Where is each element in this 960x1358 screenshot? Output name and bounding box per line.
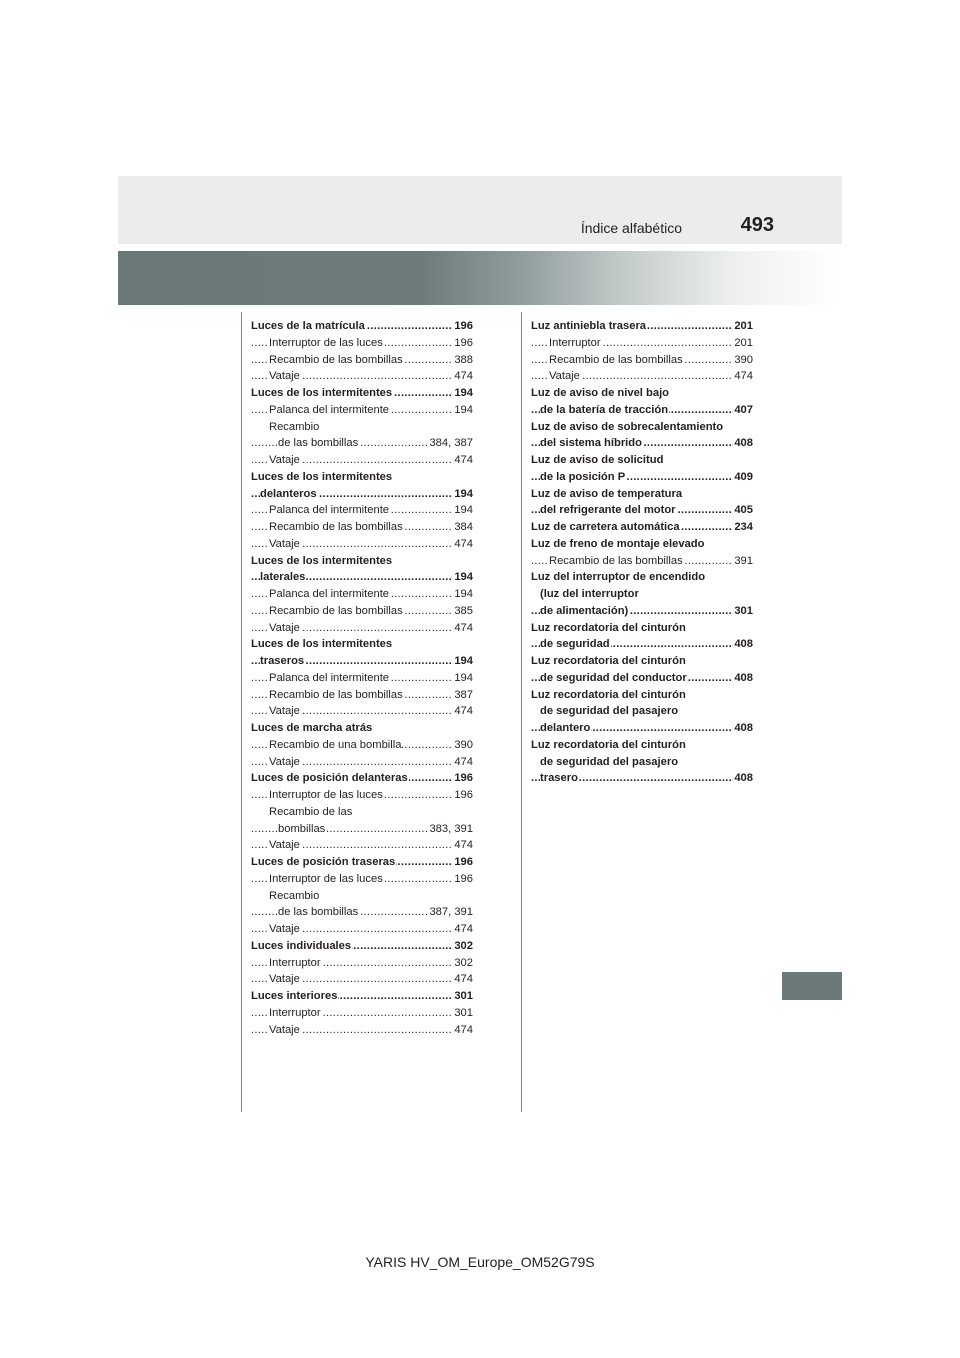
index-entry-page: 407 bbox=[733, 402, 753, 419]
index-entry-main bbox=[251, 486, 473, 503]
document-code: YARIS HV_OM_Europe_OM52G79S bbox=[365, 1254, 595, 1270]
page-number: 493 bbox=[740, 214, 774, 236]
index-entry-text: Vataje bbox=[269, 973, 300, 986]
index-entry-text: Luz recordatoria del cinturón bbox=[531, 688, 686, 701]
index-entry-page: 384 bbox=[453, 519, 473, 536]
index-entry-text: Interruptor bbox=[269, 1006, 321, 1019]
index-entry-main bbox=[531, 452, 753, 469]
index-entry-text: Recambio de las bombillas bbox=[549, 554, 683, 567]
index-entry-text: Palanca del intermitente bbox=[269, 588, 390, 600]
index-entry-text: Luz de carretera automática bbox=[531, 521, 680, 533]
index-entry-text: bombillas bbox=[278, 822, 326, 835]
index-entry-text: de seguridad bbox=[540, 638, 610, 651]
index-entry-page: 474 bbox=[453, 620, 473, 637]
index-entry-main bbox=[531, 486, 753, 503]
index-entry-text: Luz de aviso de nivel bajo bbox=[531, 387, 670, 399]
index-entry-sub bbox=[251, 335, 473, 352]
index-entry-page: 194 bbox=[453, 569, 473, 586]
index-entry-page: 196 bbox=[453, 854, 473, 871]
index-entry-page: 474 bbox=[453, 536, 473, 553]
index-entry-page: 194 bbox=[453, 653, 473, 670]
index-entry-sub bbox=[251, 502, 473, 519]
index-entry-sub bbox=[251, 921, 473, 938]
index-entry-main bbox=[531, 435, 753, 452]
index-entry-main bbox=[531, 318, 753, 335]
index-entry-page: 474 bbox=[453, 368, 473, 385]
index-entry-page: 408 bbox=[733, 670, 753, 687]
index-entry-page: 301 bbox=[453, 1005, 473, 1022]
index-entry-text: del sistema híbrido bbox=[540, 437, 642, 450]
index-entry-page: 196 bbox=[453, 787, 473, 804]
index-entry-text: Interruptor de las luces bbox=[269, 336, 383, 349]
index-entry-text: Vataje bbox=[549, 370, 580, 383]
index-entry-sub bbox=[531, 335, 753, 352]
index-entry-text: Recambio de las bombillas bbox=[269, 688, 403, 701]
index-entry-sub bbox=[251, 787, 473, 804]
index-entry-page: 390 bbox=[733, 352, 753, 369]
header-gradient-bar bbox=[118, 251, 842, 305]
index-entry-main bbox=[531, 603, 753, 620]
index-entry-page: 201 bbox=[733, 335, 753, 352]
index-entry-text: Recambio de una bombilla bbox=[269, 738, 402, 751]
index-entry-text: delantero bbox=[540, 722, 591, 734]
index-entry-text: Luz de aviso de solicitud bbox=[531, 454, 664, 466]
index-entry-text: Vataje bbox=[269, 454, 300, 466]
index-entry-sub bbox=[251, 452, 473, 469]
index-entry-text: Vataje bbox=[269, 537, 300, 550]
index-entry-text: de seguridad del conductor bbox=[540, 671, 687, 684]
index-entry-sub bbox=[251, 821, 473, 838]
index-entry-text: (luz del interruptor bbox=[540, 588, 639, 600]
index-entry-text: Luces de posición delanteras bbox=[251, 772, 408, 785]
index-entry-text: de la batería de tracción bbox=[540, 403, 669, 416]
index-entry-sub bbox=[251, 888, 473, 905]
index-entry-sub bbox=[251, 519, 473, 536]
index-entry-page: 405 bbox=[733, 502, 753, 519]
index-entry-text: Vataje bbox=[269, 370, 300, 383]
index-entry-page: 408 bbox=[733, 720, 753, 737]
left-column-rule bbox=[241, 312, 242, 1112]
index-entry-page: 474 bbox=[453, 754, 473, 771]
index-entry-main bbox=[251, 854, 473, 871]
index-entry-page: 474 bbox=[733, 368, 753, 385]
index-entry-main bbox=[531, 402, 753, 419]
index-entry-text: Luz recordatoria del cinturón bbox=[531, 738, 686, 751]
index-entry-page: 391 bbox=[733, 553, 753, 570]
index-entry-text: Recambio de las bombillas bbox=[269, 353, 403, 366]
index-entry-main bbox=[531, 687, 753, 704]
index-entry-sub bbox=[531, 368, 753, 385]
index-entry-main bbox=[531, 737, 753, 754]
index-entry-main bbox=[531, 720, 753, 737]
index-entry-page: 302 bbox=[453, 938, 473, 955]
index-entry-text: Luces de la matrícula bbox=[251, 320, 365, 332]
index-entry-text: Luz de aviso de sobrecalentamiento bbox=[531, 420, 724, 433]
index-entry-text: Palanca del intermitente bbox=[269, 671, 390, 684]
index-entry-page: 390 bbox=[453, 737, 473, 754]
index-entry-page: 301 bbox=[733, 603, 753, 620]
index-entry-sub bbox=[251, 670, 473, 687]
index-entry-main bbox=[531, 519, 753, 536]
index-entry-sub bbox=[251, 603, 473, 620]
index-entry-text: Luces de los intermitentes bbox=[251, 638, 393, 651]
index-entry-page: 408 bbox=[733, 435, 753, 452]
index-entry-main bbox=[251, 636, 473, 653]
index-entry-page: 196 bbox=[453, 871, 473, 888]
index-entry-text: Palanca del intermitente bbox=[269, 403, 390, 416]
index-entry-sub bbox=[251, 402, 473, 419]
index-entry-page: 194 bbox=[453, 502, 473, 519]
index-entry-main bbox=[531, 653, 753, 670]
index-entry-page: 196 bbox=[453, 318, 473, 335]
index-entry-sub bbox=[251, 804, 473, 821]
index-entry-text: Luces de posición traseras bbox=[251, 856, 396, 868]
index-entry-text: Luces de los intermitentes bbox=[251, 387, 393, 399]
index-entry-sub bbox=[251, 368, 473, 385]
right-column-rule bbox=[521, 312, 522, 1112]
index-entry-page: 196 bbox=[453, 335, 473, 352]
index-entry-text: Vataje bbox=[269, 755, 300, 768]
section-thumb-tab bbox=[782, 972, 842, 1000]
index-entry-text: Luz de freno de montaje elevado bbox=[531, 537, 705, 550]
index-entry-sub bbox=[251, 1005, 473, 1022]
index-entry-text: Luces de marcha atrás bbox=[251, 722, 373, 734]
index-entry-text: de seguridad del pasajero bbox=[540, 755, 679, 768]
index-entry-main bbox=[251, 469, 473, 486]
index-entry-main bbox=[251, 318, 473, 335]
index-entry-page: 474 bbox=[453, 837, 473, 854]
index-entry-text: laterales bbox=[260, 571, 306, 584]
index-entry-sub bbox=[251, 586, 473, 603]
index-entry-page: 302 bbox=[453, 955, 473, 972]
index-entry-text: Luces de los intermitentes bbox=[251, 470, 393, 483]
index-entry-main bbox=[531, 385, 753, 402]
index-entry-main bbox=[251, 569, 473, 586]
index-entry-page: 385 bbox=[453, 603, 473, 620]
index-entry-sub bbox=[251, 737, 473, 754]
index-entry-main bbox=[251, 938, 473, 955]
index-entry-main bbox=[251, 720, 473, 737]
index-entry-text: Recambio de las bombillas bbox=[269, 521, 403, 533]
index-entry-main bbox=[531, 419, 753, 436]
index-entry-text: Recambio bbox=[269, 889, 320, 902]
index-entry-main bbox=[251, 553, 473, 570]
index-entry-page: 194 bbox=[453, 670, 473, 687]
index-entry-page: 474 bbox=[453, 452, 473, 469]
index-entry-main bbox=[531, 620, 753, 637]
index-entry-page: 408 bbox=[733, 770, 753, 787]
index-entry-sub bbox=[251, 352, 473, 369]
index-entry-page: 474 bbox=[453, 971, 473, 988]
index-entry-main bbox=[531, 469, 753, 486]
index-entry-page: 194 bbox=[453, 486, 473, 503]
index-entry-page: 196 bbox=[453, 770, 473, 787]
index-entry-text: del refrigerante del motor bbox=[540, 504, 676, 517]
index-entry-page: 194 bbox=[453, 385, 473, 402]
index-entry-text: de alimentación) bbox=[540, 604, 629, 617]
index-entry-page: 194 bbox=[453, 402, 473, 419]
index-entry-text: delanteros bbox=[260, 487, 317, 500]
index-entry-main bbox=[251, 385, 473, 402]
index-entry-text: Luces individuales bbox=[251, 939, 352, 952]
index-entry-text: Interruptor bbox=[549, 336, 601, 349]
index-entry-sub bbox=[251, 837, 473, 854]
index-entry-page: 387 bbox=[453, 687, 473, 704]
index-entry-page: 408 bbox=[733, 636, 753, 653]
index-entry-text: Vataje bbox=[269, 839, 300, 852]
index-entry-text: Interruptor bbox=[269, 956, 321, 969]
index-entry-sub bbox=[251, 620, 473, 637]
index-entry-text: Recambio bbox=[269, 420, 320, 433]
index-column-left bbox=[251, 318, 473, 1038]
index-entry-main bbox=[531, 536, 753, 553]
index-entry-text: trasero bbox=[540, 772, 578, 785]
index-entry-page: 474 bbox=[453, 1022, 473, 1039]
index-entry-text: Luz de aviso de temperatura bbox=[531, 487, 683, 500]
index-entry-text: Palanca del intermitente bbox=[269, 504, 390, 517]
index-entry-sub bbox=[531, 553, 753, 570]
index-entry-main bbox=[531, 586, 753, 603]
index-entry-main bbox=[531, 502, 753, 519]
index-entry-sub bbox=[251, 754, 473, 771]
index-entry-text: de las bombillas bbox=[278, 437, 359, 450]
index-entry-text: de las bombillas bbox=[278, 906, 359, 919]
index-entry-page: 234 bbox=[733, 519, 753, 536]
index-entry-sub bbox=[251, 536, 473, 553]
index-entry-sub bbox=[251, 703, 473, 720]
index-entry-sub bbox=[251, 904, 473, 921]
index-entry-page: 201 bbox=[733, 318, 753, 335]
index-column-right bbox=[531, 318, 753, 787]
index-entry-page: 383, 391 bbox=[428, 821, 473, 838]
index-entry-sub bbox=[251, 871, 473, 888]
index-entry-page: 388 bbox=[453, 352, 473, 369]
index-entry-sub bbox=[251, 435, 473, 452]
index-entry-main bbox=[251, 770, 473, 787]
index-entry-text: Luz antiniebla trasera bbox=[531, 320, 647, 332]
index-entry-page: 194 bbox=[453, 586, 473, 603]
index-entry-text: de seguridad del pasajero bbox=[540, 705, 679, 718]
index-entry-text: Luz recordatoria del cinturón bbox=[531, 621, 686, 634]
index-entry-text: Luces interiores bbox=[251, 990, 338, 1002]
index-entry-sub bbox=[251, 419, 473, 436]
index-entry-text: Vataje bbox=[269, 923, 300, 935]
index-entry-page: 474 bbox=[453, 703, 473, 720]
index-entry-text: de la posición P bbox=[540, 470, 626, 483]
index-entry-text: Recambio de las bombillas bbox=[269, 604, 403, 617]
index-entry-main bbox=[531, 770, 753, 787]
index-entry-main bbox=[531, 703, 753, 720]
index-entry-text: Vataje bbox=[269, 1023, 300, 1036]
index-entry-sub bbox=[251, 1022, 473, 1039]
index-entry-page: 301 bbox=[453, 988, 473, 1005]
index-entry-page: 387, 391 bbox=[428, 904, 473, 921]
section-title: Índice alfabético bbox=[580, 220, 682, 236]
index-entry-sub bbox=[251, 955, 473, 972]
index-entry-main bbox=[531, 754, 753, 771]
index-entry-text: Interruptor de las luces bbox=[269, 789, 383, 801]
index-entry-main bbox=[531, 636, 753, 653]
index-entry-text: Luz del interruptor de encendido bbox=[531, 571, 706, 584]
index-entry-sub bbox=[251, 971, 473, 988]
index-entry-text: Recambio de las bbox=[269, 805, 353, 818]
index-entry-text: Interruptor de las luces bbox=[269, 872, 383, 885]
index-entry-sub bbox=[531, 352, 753, 369]
index-entry-text: Luz recordatoria del cinturón bbox=[531, 655, 686, 667]
index-entry-main bbox=[251, 988, 473, 1005]
index-entry-page: 409 bbox=[733, 469, 753, 486]
index-entry-sub bbox=[251, 687, 473, 704]
index-entry-page: 474 bbox=[453, 921, 473, 938]
index-entry-text: Vataje bbox=[269, 705, 300, 718]
index-entry-text: Recambio de las bombillas bbox=[549, 353, 683, 366]
index-entry-text: traseros bbox=[260, 655, 305, 667]
index-entry-text: Vataje bbox=[269, 621, 300, 634]
index-entry-text: Luces de los intermitentes bbox=[251, 554, 393, 567]
index-entry-main bbox=[251, 653, 473, 670]
index-entry-main bbox=[531, 569, 753, 586]
index-entry-main bbox=[531, 670, 753, 687]
index-entry-page: 384, 387 bbox=[428, 435, 473, 452]
